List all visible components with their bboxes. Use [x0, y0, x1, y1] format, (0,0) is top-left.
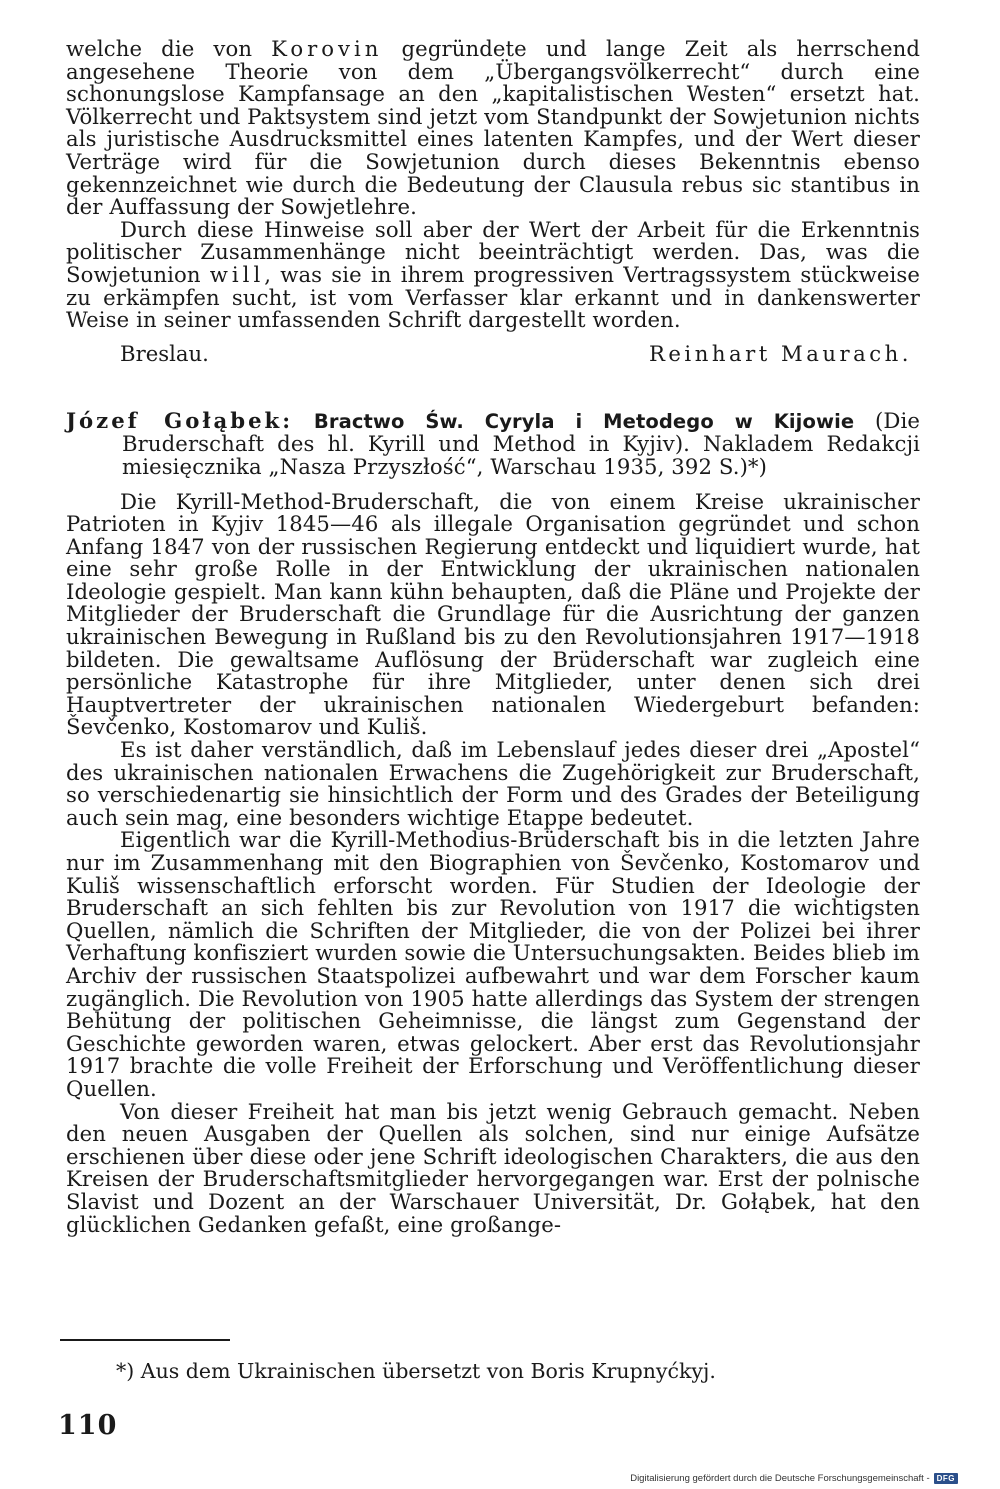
- review-heading: [66, 407, 920, 479]
- text-run: , was sie in ihrem progressiven Vertragssystem stückweise zu erkämpfen sucht, ist vom Verfasser klar erkannt und in dankenswerter Weise in seiner umfassenden Schrift dargestellt worden.: [66, 261, 920, 333]
- review-details: (Die Bruderschaft des hl. Kyrill und Method in Kyjiv). Nakladem Redakcji miesięcznika „Nasza Przyszłość“, Warschau 1935, 392 S.)*): [122, 407, 920, 479]
- signature-place: Breslau.: [120, 340, 209, 366]
- dfg-logo: DFG: [934, 1473, 958, 1484]
- reviewer-name: Reinhart Maurach.: [648, 340, 912, 366]
- text-run: Durch diese Hinweise soll aber der Wert der Arbeit für die Erkenntnis politischer Zusammenhänge nicht beeinträchtigt werden. Das, was die Sowjetunion: [66, 216, 920, 287]
- review-paragraph: Von dieser Freiheit hat man bis jetzt wenig Gebrauch gemacht. Neben den neuen Ausgaben der Quellen als solchen, sind nur einige Aufsätze erschienen über diese oder jene Schrift ideologischen Charakters, die aus den Kreisen der Bruderschaftsmitglieder hervorgegangen war. Erst der polnische Slavist und Dozent an der Warschauer Universität, Dr. Gołąbek, hat den glücklichen Gedanken gefaßt, eine großange-: [66, 1098, 920, 1237]
- page-number: 110: [58, 1410, 118, 1441]
- review-author: Józef Gołąbek:: [66, 407, 294, 433]
- review-title: Bractwo Św. Cyryla i Metodego w Kijowie: [313, 409, 855, 433]
- review-paragraph: Es ist daher verständlich, daß im Lebenslauf jedes dieser drei „Apostel“ des ukrainischen nationalen Erwachens die Zugehörigkeit zur Bruderschaft, so verschiedenartig sie hinsichtlich der Form und des Grades der Beteiligung auch sein mag, eine besonders wichtige Etappe bedeutet.: [66, 737, 920, 830]
- spaced-word: will: [209, 261, 265, 287]
- prev-review-paragraph-2: [66, 216, 920, 333]
- signature-line: [66, 342, 920, 366]
- digitization-credit: [630, 1473, 958, 1484]
- prev-review-paragraph-1: [66, 38, 920, 219]
- footnote-rule: [60, 1339, 230, 1341]
- page-body: [66, 38, 920, 1236]
- spaced-name: Korovin: [271, 36, 383, 61]
- text-run: welche die von: [66, 36, 272, 61]
- review-paragraph: Die Kyrill-Method-Bruderschaft, die von einem Kreise ukrainischer Patrioten in Kyjiv 1845—46 als illegale Organisation gegründet und schon Anfang 1847 von der russischen Regierung entdeckt und liquidiert wurde, hat eine sehr große Rolle in der Entwicklung der ukrainischen nationalen Ideologie gespielt. Man kann kühn behaupten, daß die Pläne und Projekte der Mitglieder der Bruderschaft die Grundlage für die Ausrichtung der ganzen ukrainischen Bewegung in Rußland bis zu den Revolutionsjahren 1917—1918 bildeten. Die gewaltsame Auflösung der Brüderschaft war zugleich eine persönliche Katastrophe für ihre Mitglieder, unter denen sich drei Hauptvertreter der ukrainischen nationalen Wiedergeburt befanden: Ševčenko, Kostomarov und Kuliš.: [66, 488, 920, 740]
- footnote: *) Aus dem Ukrainischen übersetzt von Boris Krupnyćkyj.: [116, 1359, 716, 1383]
- text-run: gegründete und lange Zeit als herrschend angesehene Theorie von dem „Übergangsvölkerrecht“ durch eine schonungslose Kampfansage an den „kapitalistischen Westen“ ersetzt hat. Völkerrecht und Paktsystem sind jetzt vom Standpunkt der Sowjetunion nichts als juristische Ausdrucksmittel eines latenten Kampfes, und der Wert dieser Verträge wird für die Sowjetunion durch dieses Bekenntnis ebenso gekennzeichnet wie durch die Bedeutung der Clausula rebus sic stantibus in der Auffassung der Sowjetlehre.: [66, 36, 920, 220]
- review-paragraph: Eigentlich war die Kyrill-Methodius-Brüderschaft bis in die letzten Jahre nur im Zusammenhang mit den Biographien von Ševčenko, Kostomarov und Kuliš wissenschaftlich erforscht worden. Für Studien der Ideologie der Bruderschaft an sich fehlten bis zur Revolution von 1917 die wichtigsten Quellen, nämlich die Schriften der Mitglieder, die von der Polizei bei ihrer Verhaftung konfisziert wurden sowie die Untersuchungsakten. Beides blieb im Archiv der russischen Staatspolizei aufbewahrt und war dem Forscher kaum zugänglich. Die Revolution von 1905 hatte allerdings das System der strengen Behütung der politischen Geheimnisse, die längst zum Gegenstand der Geschichte geworden waren, etwas gelockert. Aber erst das Revolutionsjahr 1917 brachte die volle Freiheit der Erforschung und Veröffentlichung dieser Quellen.: [66, 827, 920, 1101]
- credit-text: Digitalisierung gefördert durch die Deutsche Forschungsgemeinschaft -: [630, 1473, 930, 1484]
